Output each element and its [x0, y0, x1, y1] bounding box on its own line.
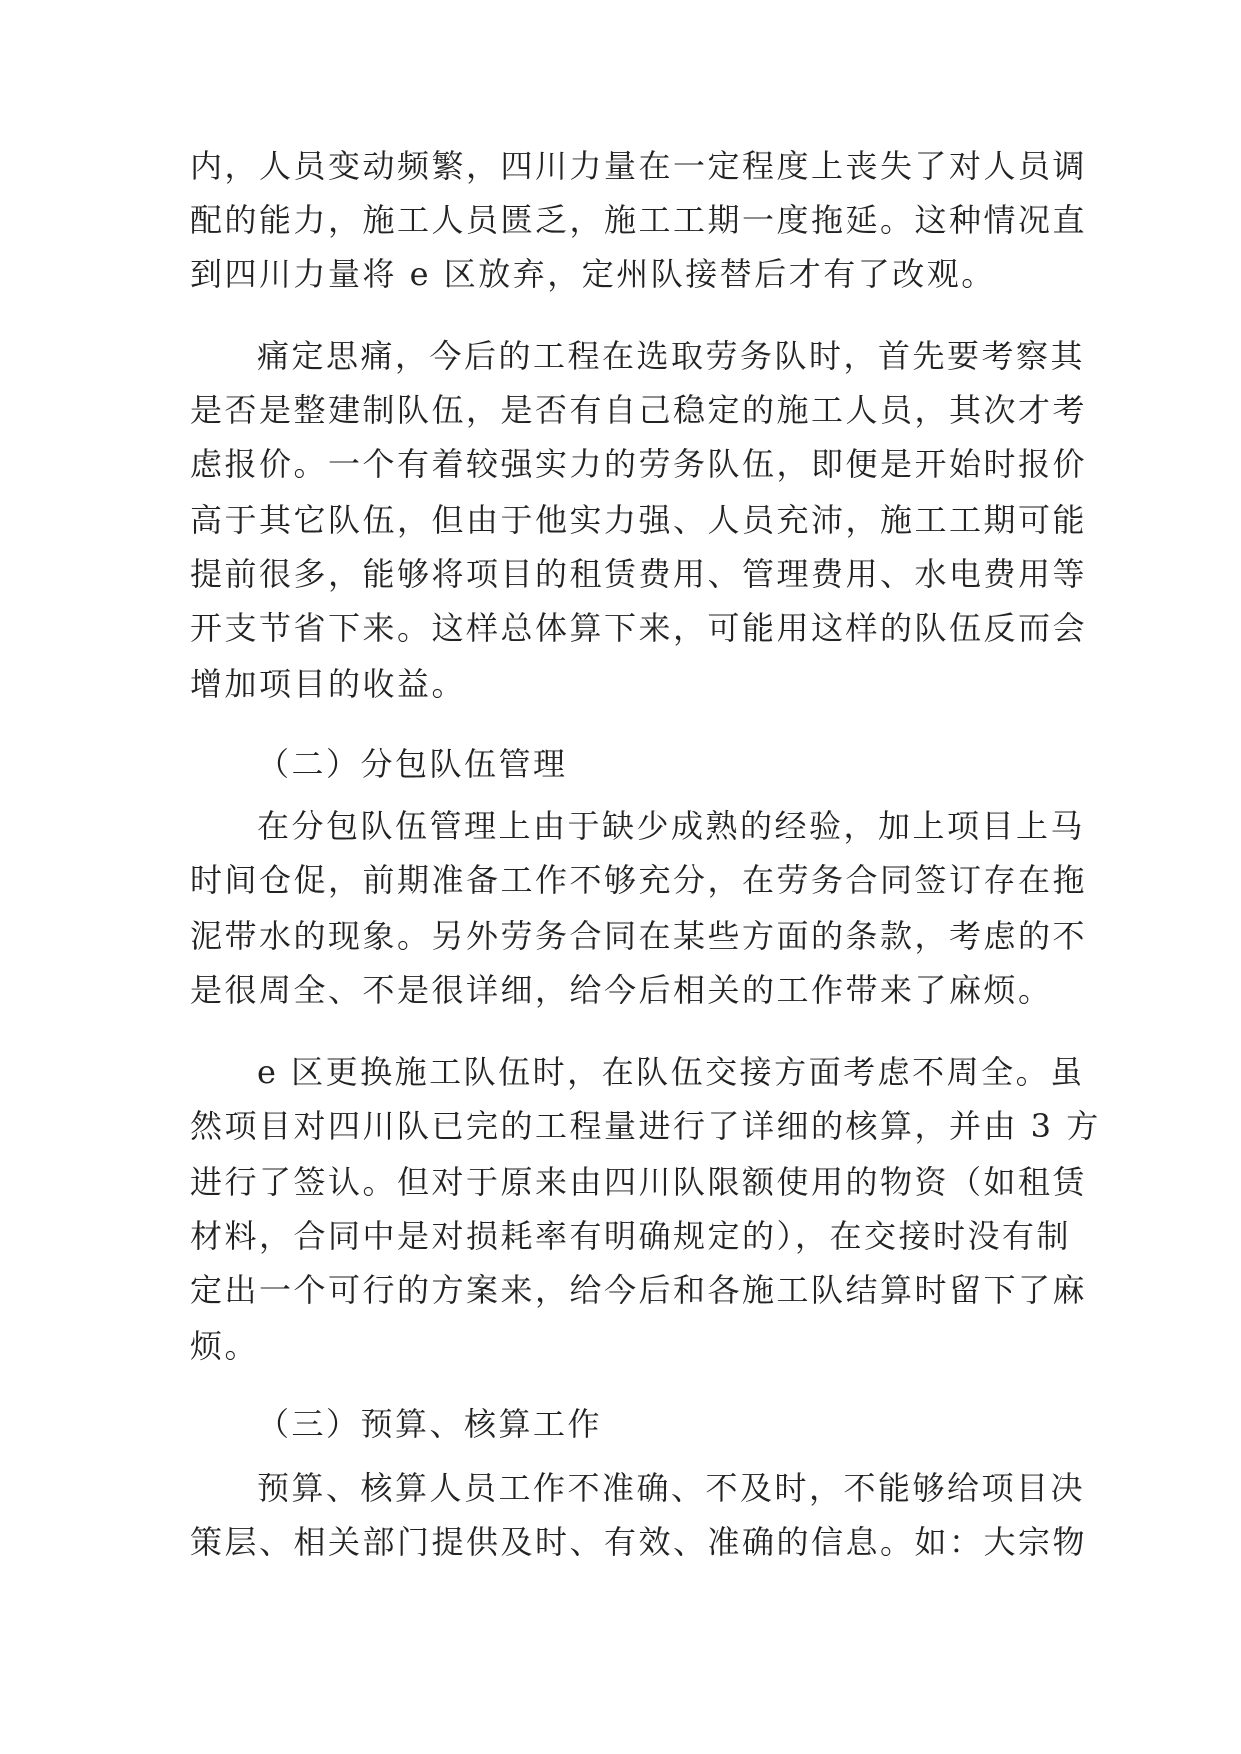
- paragraph-line: 开支节省下来。这样总体算下来，可能用这样的队伍反而会: [190, 609, 1088, 647]
- paragraph-line: 配的能力，施工人员匮乏，施工工期一度拖延。这种情况直: [190, 201, 1088, 239]
- paragraph-line: 泥带水的现象。另外劳务合同在某些方面的条款，考虑的不: [190, 917, 1088, 955]
- paragraph-line: 提前很多，能够将项目的租赁费用、管理费用、水电费用等: [190, 555, 1088, 593]
- paragraph-line: e 区更换施工队伍时，在队伍交接方面考虑不周全。虽: [257, 1053, 1085, 1091]
- paragraph-line: 增加项目的收益。: [190, 665, 467, 703]
- paragraph-line: 是否是整建制队伍，是否有自己稳定的施工人员，其次才考: [190, 391, 1088, 429]
- paragraph-line: 虑报价。一个有着较强实力的劳务队伍，即便是开始时报价: [190, 445, 1088, 483]
- paragraph-line: 高于其它队伍，但由于他实力强、人员充沛，施工工期可能: [190, 501, 1088, 539]
- paragraph-line: 内，人员变动频繁，四川力量在一定程度上丧失了对人员调: [190, 147, 1088, 185]
- paragraph-line: 痛定思痛，今后的工程在选取劳务队时，首先要考察其: [257, 337, 1086, 375]
- section-heading: （三）预算、核算工作: [257, 1405, 603, 1443]
- paragraph-line: 然项目对四川队已完的工程量进行了详细的核算，并由 3 方: [190, 1107, 1101, 1145]
- section-heading: （二）分包队伍管理: [257, 745, 568, 783]
- paragraph-line: 是很周全、不是很详细，给今后相关的工作带来了麻烦。: [190, 971, 1053, 1009]
- paragraph-line: 到四川力量将 e 区放弃，定州队接替后才有了改观。: [190, 255, 996, 293]
- paragraph-line: 定出一个可行的方案来，给今后和各施工队结算时留下了麻: [190, 1271, 1088, 1309]
- paragraph-line: 进行了签认。但对于原来由四川队限额使用的物资（如租赁: [190, 1163, 1088, 1201]
- paragraph-line: 策层、相关部门提供及时、有效、准确的信息。如：大宗物: [190, 1523, 1088, 1561]
- paragraph-line: 预算、核算人员工作不准确、不及时，不能够给项目决: [257, 1469, 1086, 1507]
- paragraph-line: 材料，合同中是对损耗率有明确规定的），在交接时没有制: [190, 1217, 1072, 1255]
- paragraph-line: 在分包队伍管理上由于缺少成熟的经验，加上项目上马: [257, 807, 1086, 845]
- paragraph-line: 烦。: [190, 1327, 260, 1365]
- paragraph-line: 时间仓促，前期准备工作不够充分，在劳务合同签订存在拖: [190, 861, 1088, 899]
